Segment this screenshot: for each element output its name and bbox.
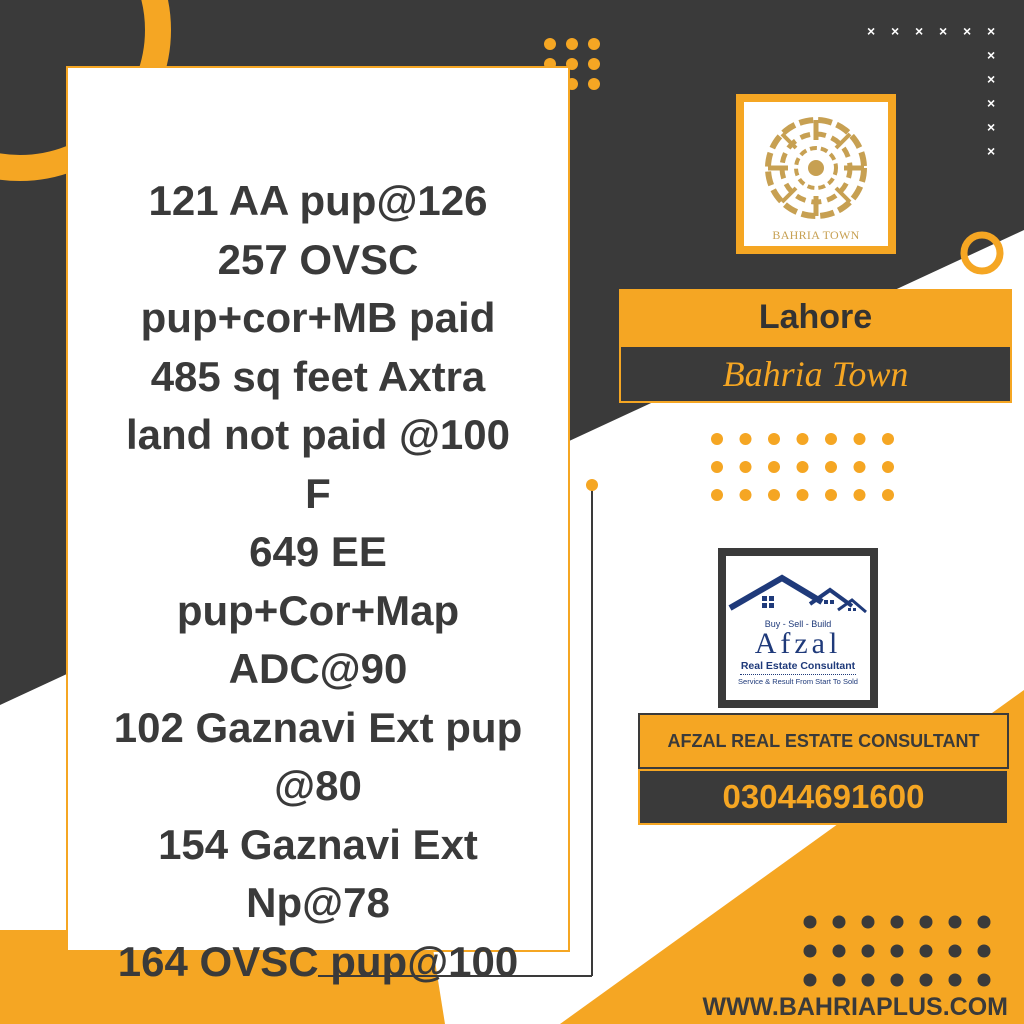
listing-line: 485 sq feet Axtra xyxy=(150,352,486,400)
decor-dot xyxy=(949,974,962,987)
decor-dot xyxy=(854,461,866,473)
decor-dot xyxy=(833,974,846,987)
decor-dot xyxy=(740,461,752,473)
decor-dot xyxy=(854,489,866,501)
x-mark-icon: × xyxy=(987,71,996,87)
bahria-town-logo-inner xyxy=(744,102,888,246)
x-mark-icon: × xyxy=(987,143,996,159)
x-mark-icon: × xyxy=(891,23,900,39)
listing-card xyxy=(66,66,570,985)
decor-dot xyxy=(833,945,846,958)
decor-dot xyxy=(797,461,809,473)
decor-dot xyxy=(833,916,846,929)
decor-dot xyxy=(891,916,904,929)
x-mark-icon: × xyxy=(987,47,996,63)
decor-dot xyxy=(949,945,962,958)
decor-dot xyxy=(882,433,894,445)
website-link[interactable]: WWW.BAHRIAPLUS.COM xyxy=(702,993,1008,1021)
x-mark-icon: × xyxy=(867,23,876,39)
x-mark-icon: × xyxy=(987,23,996,39)
afzal-tagline: Buy - Sell - Build xyxy=(764,619,832,629)
listing-line: 649 EE xyxy=(249,528,387,575)
decor-dot xyxy=(825,489,837,501)
decor-dot xyxy=(588,58,600,70)
listing-line: 154 Gaznavi Ext xyxy=(158,820,478,868)
afzal-divider xyxy=(740,674,856,675)
decor-dot xyxy=(862,916,875,929)
decor-dot xyxy=(825,433,837,445)
decor-dot xyxy=(740,433,752,445)
decor-dot xyxy=(920,945,933,958)
decor-dot xyxy=(978,916,991,929)
listing-line: pup+Cor+Map xyxy=(176,586,460,634)
decor-dot xyxy=(588,38,600,50)
decor-dot xyxy=(566,38,578,50)
decor-dot xyxy=(882,461,894,473)
decor-dot xyxy=(768,461,780,473)
x-mark-icon: × xyxy=(915,23,924,39)
decor-dot xyxy=(544,38,556,50)
decor-dot xyxy=(797,489,809,501)
decor-dot xyxy=(804,916,817,929)
decor-dot xyxy=(768,433,780,445)
decor-dot xyxy=(854,433,866,445)
decor-dot xyxy=(891,974,904,987)
x-mark-icon: × xyxy=(987,95,996,111)
connector-dot-top xyxy=(586,479,598,491)
decor-dot xyxy=(804,945,817,958)
afzal-logo-inner xyxy=(726,556,870,700)
decor-dot xyxy=(588,78,600,90)
decor-dot xyxy=(891,945,904,958)
decor-dot xyxy=(882,489,894,501)
decor-dot xyxy=(949,916,962,929)
decor-dot xyxy=(978,945,991,958)
x-mark-icon: × xyxy=(963,23,972,39)
decor-dot xyxy=(768,489,780,501)
decor-dot xyxy=(711,461,723,473)
company-name: AFZAL REAL ESTATE CONSULTANT xyxy=(638,713,1009,769)
decor-dot xyxy=(711,489,723,501)
bahria-town-logo xyxy=(736,94,896,254)
bahria-emblem-icon xyxy=(744,106,888,226)
decor-dot xyxy=(740,489,752,501)
city-label: Lahore xyxy=(619,289,1012,345)
afzal-subtitle: Real Estate Consultant xyxy=(740,660,856,672)
listing-line: land not paid @100 xyxy=(125,411,510,458)
afzal-slogan: Service & Result From Start To Sold xyxy=(738,677,858,686)
listing-line: 257 OVSC xyxy=(217,235,419,283)
decor-dot xyxy=(825,461,837,473)
afzal-logo xyxy=(718,548,878,708)
listing-line: pup+cor+MB paid xyxy=(140,294,496,341)
house-roof-icon xyxy=(726,556,870,618)
x-mark-icon: × xyxy=(987,119,996,135)
listing-line: F xyxy=(305,469,331,517)
decor-dot xyxy=(920,916,933,929)
decor-dot xyxy=(862,945,875,958)
listing-line: @80 xyxy=(274,762,362,809)
society-label: Bahria Town xyxy=(619,345,1012,403)
listing-line: ADC@90 xyxy=(228,645,408,692)
listing-line: 164 OVSC pup@100 xyxy=(117,937,519,985)
bahria-logo-text: BAHRIA TOWN xyxy=(772,228,860,242)
listing-line: 102 Gaznavi Ext pup xyxy=(113,703,523,751)
decor-dot xyxy=(797,433,809,445)
x-mark-icon: × xyxy=(939,23,948,39)
listing-line: 121 AA pup@126 xyxy=(148,177,488,224)
listing-text xyxy=(68,172,568,991)
afzal-name: Afzal xyxy=(754,627,842,660)
decor-dot xyxy=(804,974,817,987)
decor-dot xyxy=(711,433,723,445)
decor-dot xyxy=(978,974,991,987)
listing-line: Np@78 xyxy=(246,879,390,926)
phone-number[interactable]: 03044691600 xyxy=(638,769,1009,825)
decor-dot xyxy=(862,974,875,987)
decor-dot xyxy=(920,974,933,987)
